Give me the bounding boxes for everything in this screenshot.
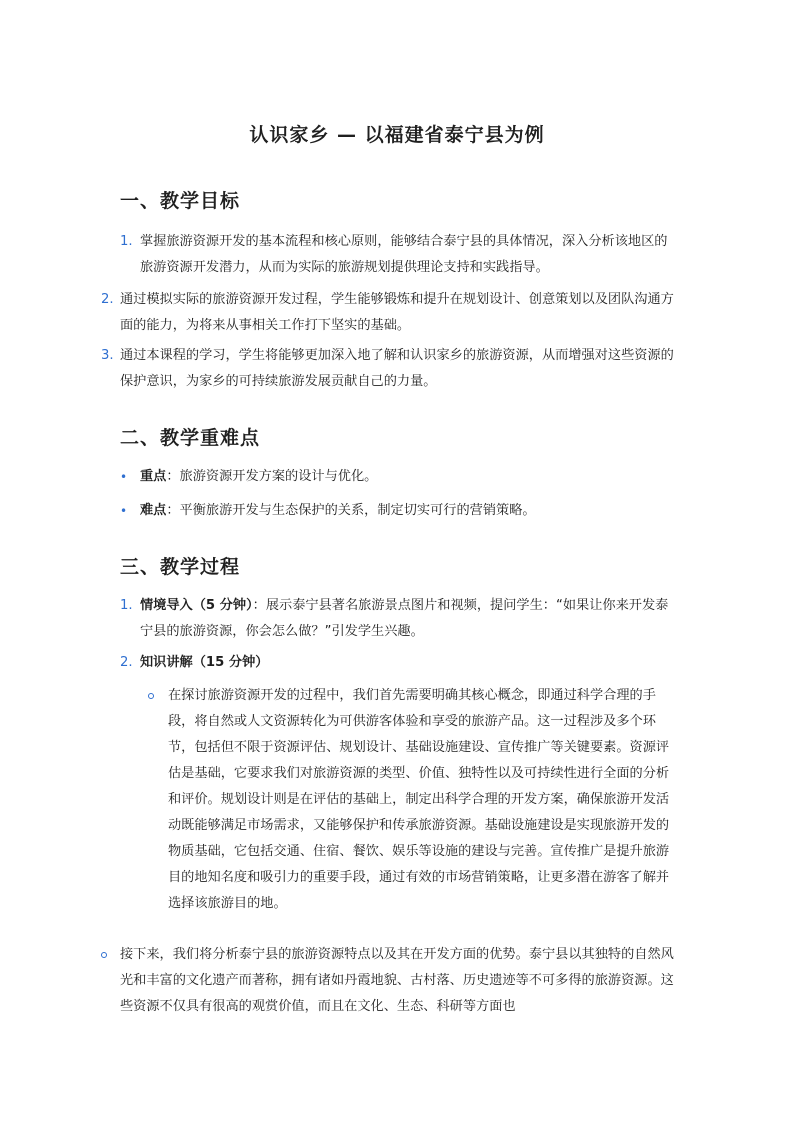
list-number: 1. [120,234,133,249]
list-item-label: 重点 [140,469,167,484]
list-item-label: 难点 [140,503,167,518]
list-item-text: ：展示泰宁县著名旅游景点图片和视频，提问学生：“如果让你来开发泰宁县的旅游资源，你会怎么做？”引发学生兴趣。 [140,598,669,639]
list-item-text: 掌握旅游资源开发的基本流程和核心原则，能够结合泰宁县的具体情况，深入分析该地区的旅游资源开发潜力，从而为实际的旅游规划提供理论支持和实践指导。 [140,234,668,275]
list-item [140,498,675,524]
list-number: 3. [101,348,114,363]
list-item [140,650,675,676]
list-number: 1. [120,598,133,613]
list-item-label: 情境导入（5 分钟） [140,598,253,613]
list-item-text: ：旅游资源开发方案的设计与优化。 [166,469,378,484]
sub-bullet-icon [101,952,107,958]
paragraph: 在探讨旅游资源开发的过程中，我们首先需要明确其核心概念，即通过科学合理的手段，将自然或人文资源转化为可供游客体验和享受的旅游产品。这一过程涉及多个环节，包括但不限于资源评估、规划设计、基础设施建设、宣传推广等关键要素。资源评估是基础，它要求我们对旅游资源的类型、价值、独特性以及可持续性进行全面的分析和评价。规划设计则是在评估的基础上，制定出科学合理的开发方案，确保旅游开发活动既能够满足市场需求，又能够保护和传承旅游资源。基础设施建设是实现旅游开发的物质基础，它包括交通、住宿、餐饮、娱乐等设施的建设与完善。宣传推广是提升旅游目的地知名度和吸引力的重要手段，通过有效的市场营销策略，让更多潜在游客了解并选择该旅游目的地。 [168,688,670,911]
section-heading-process: 三、教学过程 [120,556,241,578]
list-number: 2. [120,655,133,670]
list-item [140,464,675,490]
sub-bullet-icon [148,693,154,699]
list-item-text: 通过本课程的学习，学生将能够更加深入地了解和认识家乡的旅游资源，从而增强对这些资源的保护意识，为家乡的可持续旅游发展贡献自己的力量。 [120,348,674,389]
paragraph: 接下来，我们将分析泰宁县的旅游资源特点以及其在开发方面的优势。泰宁县以其独特的自然风光和丰富的文化遗产而著称，拥有诸如丹霞地貌、古村落、历史遗迹等不可多得的旅游资源。这些资源不仅具有很高的观赏价值，而且在文化、生态、科研等方面也 [120,947,674,1014]
section-heading-key-points: 二、教学重难点 [120,427,261,449]
list-item [140,593,675,645]
list-item-text: ：平衡旅游开发与生态保护的关系，制定切实可行的营销策略。 [166,503,536,518]
list-number: 2. [101,292,114,307]
list-item-text: 通过模拟实际的旅游资源开发过程，学生能够锻炼和提升在规划设计、创意策划以及团队沟通方面的能力，为将来从事相关工作打下坚实的基础。 [120,292,674,333]
bullet-icon: • [120,504,128,518]
bullet-icon: • [120,470,128,484]
section-heading-objectives: 一、教学目标 [120,190,241,212]
list-item-label: 知识讲解（15 分钟） [140,655,269,670]
page-title: 认识家乡 — 以福建省泰宁县为例 [249,124,545,146]
